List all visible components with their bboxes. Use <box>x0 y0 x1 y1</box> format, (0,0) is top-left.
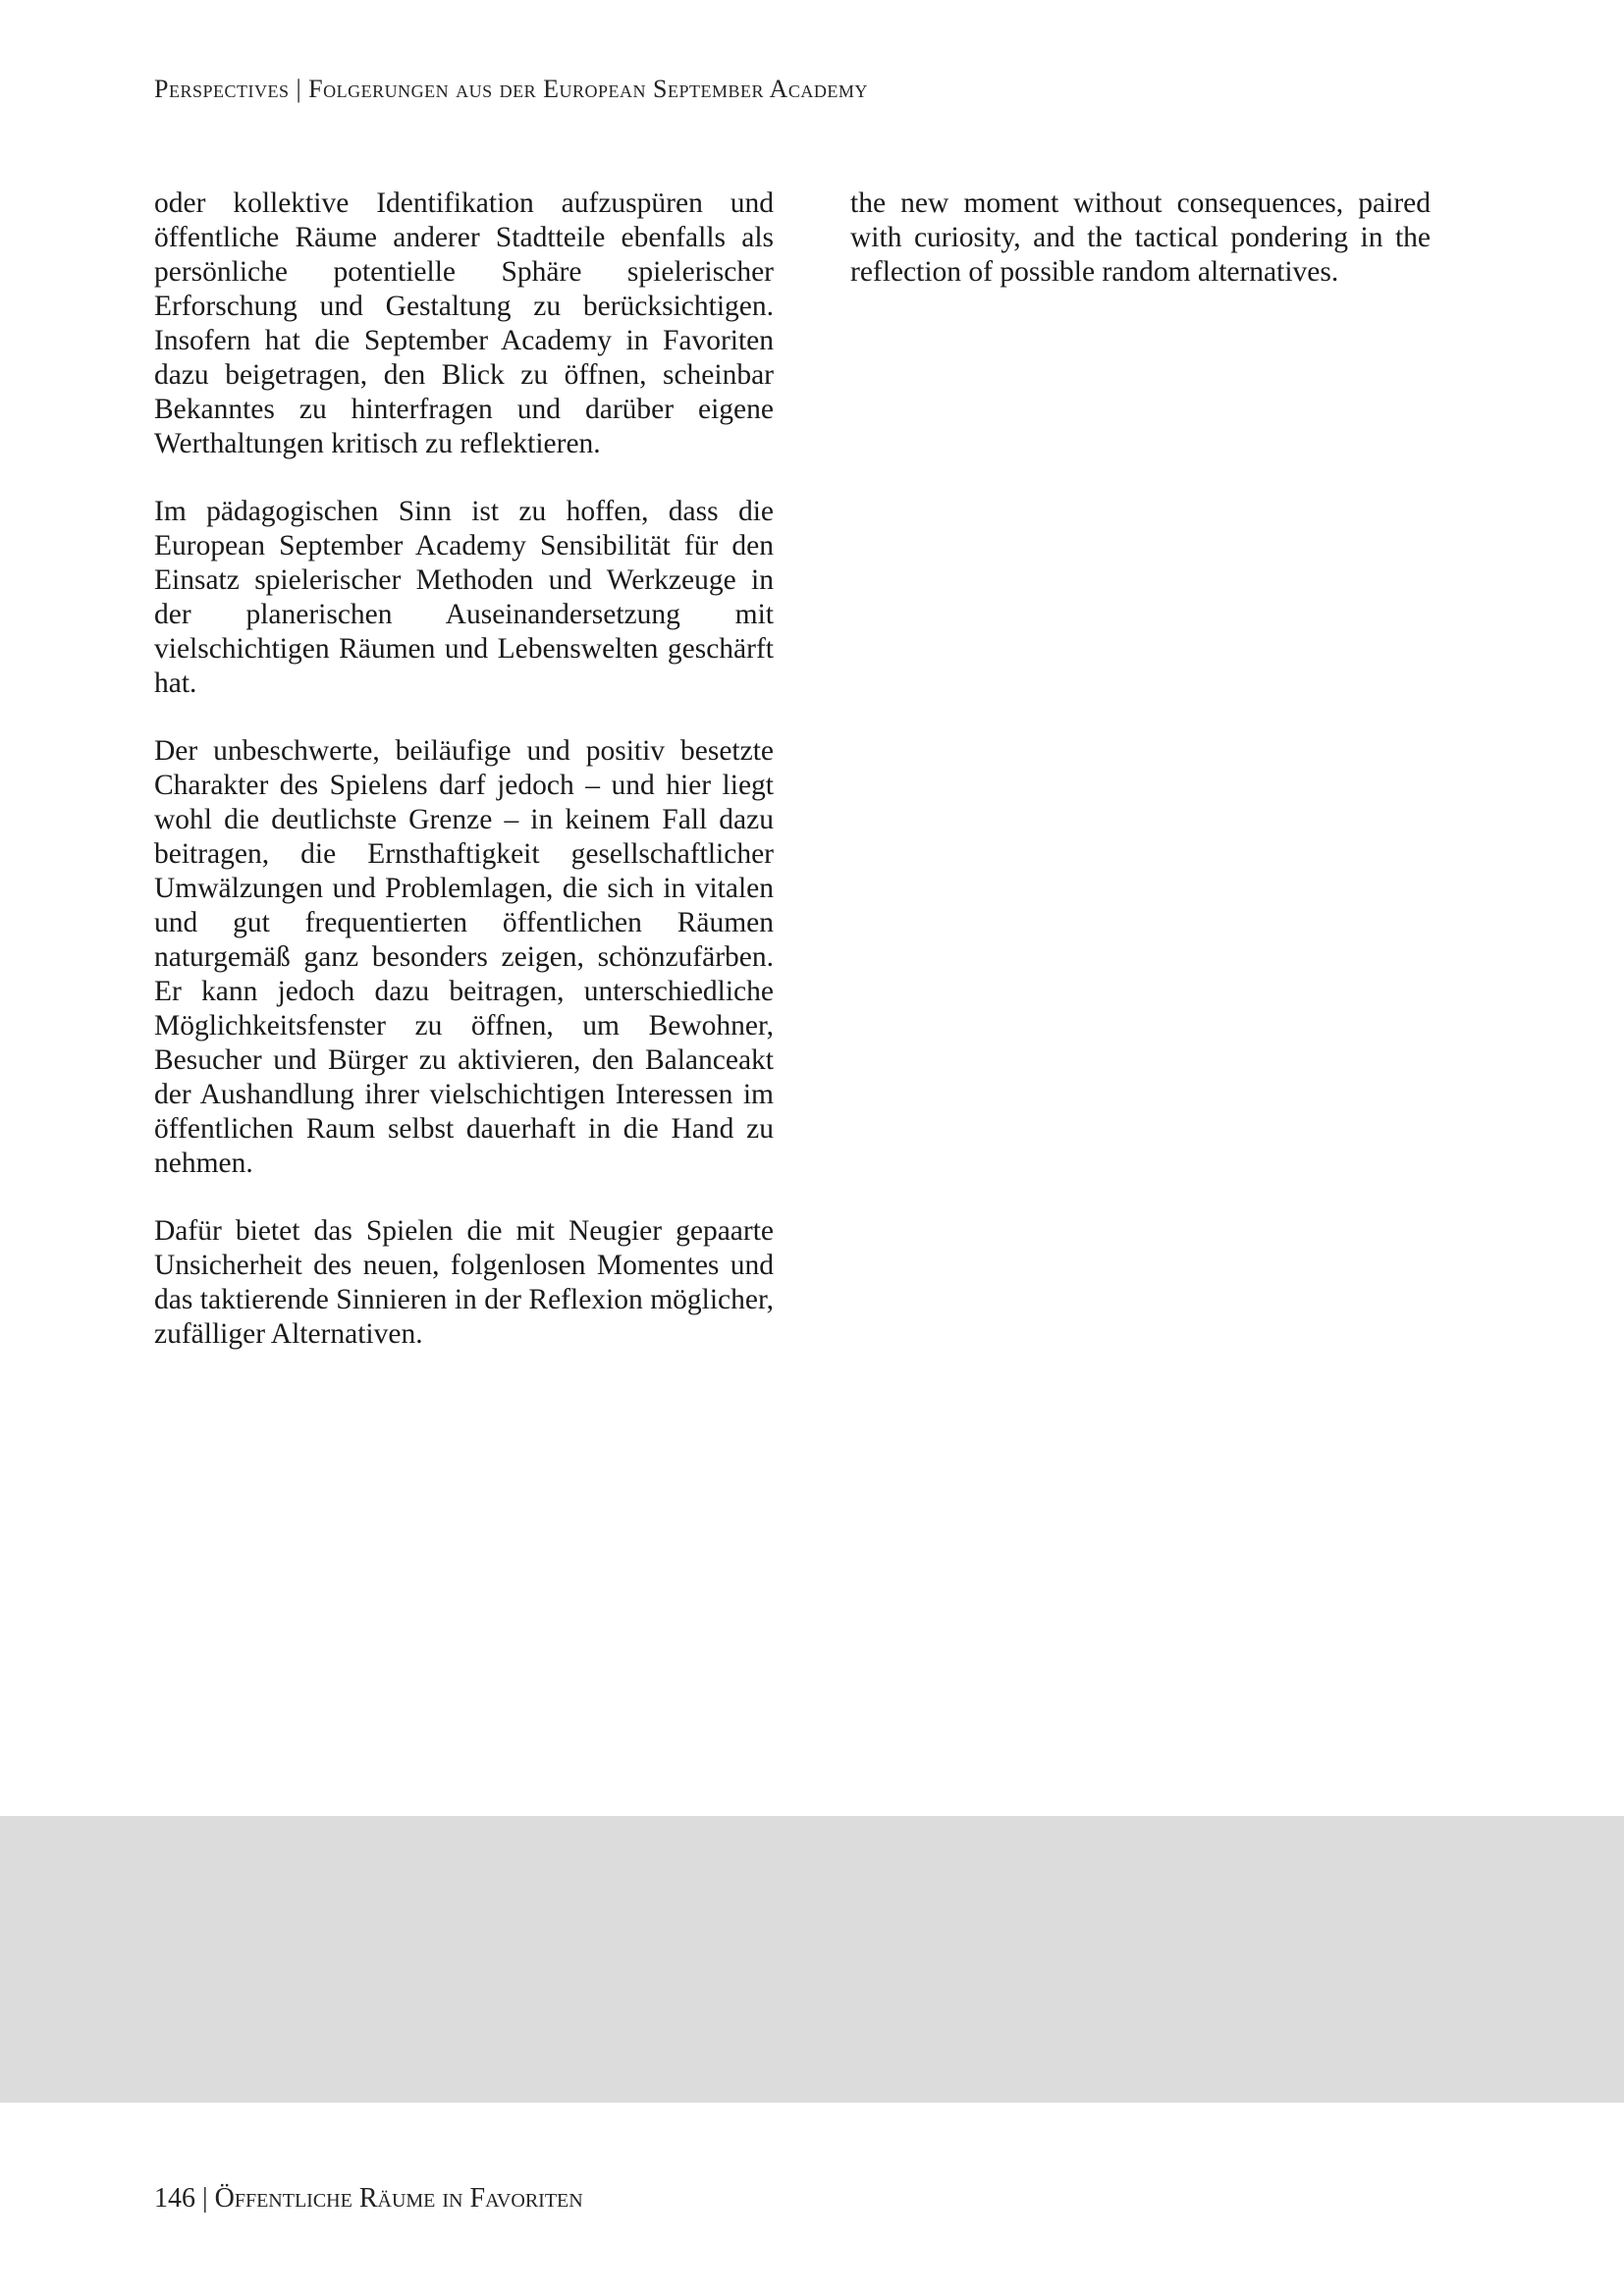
gray-band <box>0 1816 1624 2103</box>
paragraph: Im pädagogischen Sinn ist zu hoffen, dass die European September Academy Sensibilität für den Einsatz spielerischer Methoden und Werkzeuge in der planerischen Auseinandersetzung mit vielschichtigen Räumen und Lebenswelten geschärft hat. <box>154 496 774 699</box>
paragraph: the new moment without consequences, paired with curiosity, and the tactical pondering in the reflection of possible random alternatives. <box>850 187 1431 288</box>
paragraph: Dafür bietet das Spielen die mit Neugier gepaarte Unsicherheit des neuen, folgenlosen Momentes und das taktierende Sinnieren in der Reflexion möglicher, zufälliger Alternativen. <box>154 1215 774 1350</box>
paragraph: Der unbeschwerte, beiläufige und positiv besetzte Charakter des Spielens darf jedoch – und hier liegt wohl die deutlichste Grenze – in keinem Fall dazu beitragen, die Ernsthaftigkeit gesellschaftlicher Umwälzungen und Problemlagen, die sich in vitalen und gut frequentierten öffentlichen Räumen naturgemäß ganz besonders zeigen, schönzufärben. Er kann jedoch dazu beitragen, unterschiedliche Möglichkeitsfenster zu öffnen, um Bewohner, Besucher und Bürger zu aktivieren, den Balanceakt der Aushandlung ihrer vielschichtigen Interessen im öffentlichen Raum selbst dauerhaft in die Hand zu nehmen. <box>154 735 774 1179</box>
running-header: Perspectives | Folgerungen aus der European September Academy <box>154 75 868 103</box>
left-text-column <box>154 187 774 1385</box>
paragraph: oder kollektive Identifikation aufzuspüren und öffentliche Räume anderer Stadtteile ebenfalls als persönliche potentielle Sphäre spielerischer Erforschung und Gestaltung zu berücksichtigen. Insofern hat die September Academy in Favoriten dazu beigetragen, den Blick zu öffnen, scheinbar Bekanntes zu hinterfragen und darüber eigene Werthaltungen kritisch zu reflektieren. <box>154 187 774 459</box>
running-footer: 146 | Öffentliche Räume in Favoriten <box>154 2183 583 2214</box>
right-text-column <box>850 187 1431 323</box>
